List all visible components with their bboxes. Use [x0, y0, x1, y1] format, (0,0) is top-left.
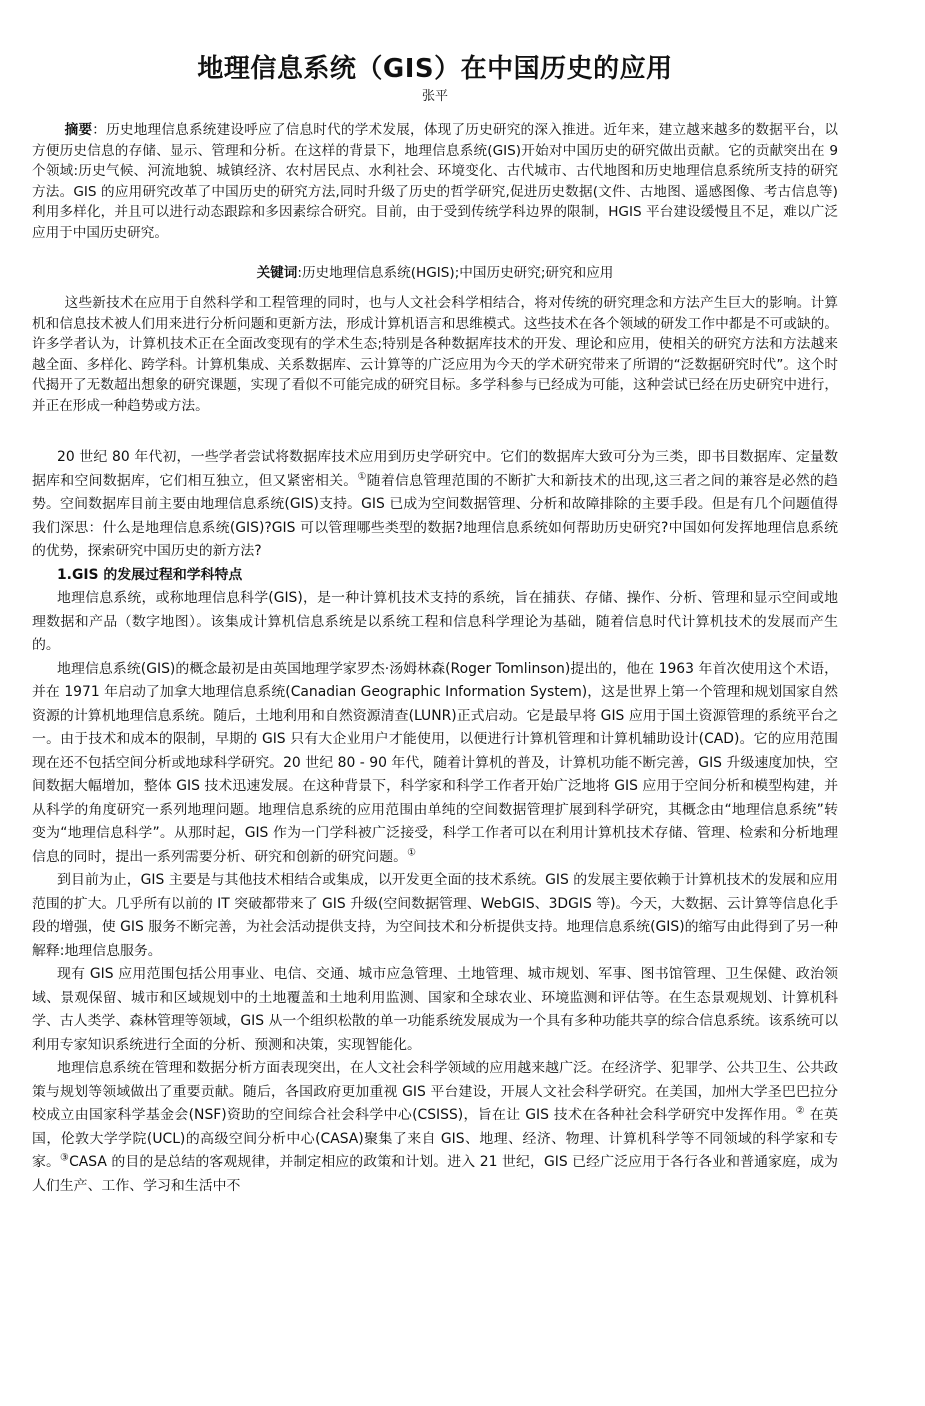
author-name: 张平 [421, 89, 448, 104]
abstract-colon: ： [92, 122, 107, 138]
keywords-label: 关键词 [256, 265, 298, 281]
footnote-marker[interactable]: ② [795, 1105, 806, 1117]
page-title: 地理信息系统（GIS）在中国历史的应用 [197, 54, 673, 84]
body-paragraph-5: 现有 GIS 应用范围包括公用事业、电信、交通、城市应急管理、土地管理、城市规划、军事、图书馆管理、卫生保健、政治领域、景观保留、城市和区域规划中的土地覆盖和土地利用监测、国家和全球农业、环境监测和评估等。在生态景观规划、计算机科学、古人类学、森林管理等领域，GIS 从一个组织松散的单一功能系统发展成为一个具有多种功能共享的综合信息系统。该系统可以利用专家知识系统进行全面的分析、预测和决策，实现智能化。 [32, 966, 838, 1053]
body-paragraph-6 [32, 1057, 838, 1198]
document-page [32, 50, 838, 1198]
body-paragraph-4: 到目前为止，GIS 主要是与其他技术相结合或集成，以开发更全面的技术系统。GIS 的发展主要依赖于计算机技术的发展和应用范围的扩大。几乎所有以前的 IT 突破都带来了 GIS 升级(空间数据管理、WebGIS、3DGIS 等)。今天，大数据、云计算等信息化手段的增强，使 GIS 服务不断完善，为社会活动提供支持，为空间技术和分析提供支持。地理信息系统(GIS)的缩写由此得到了另一种解释:地理信息服务。 [32, 872, 838, 959]
section-heading-1: 1.GIS 的发展过程和学科特点 [57, 566, 243, 583]
abstract-label: 摘要 [64, 122, 93, 138]
paragraph-text: 地理信息系统在管理和数据分析方面表现突出，在人文社会科学领域的应用越来越广泛。在经济学、犯罪学、公共卫生、公共政策与规划等领域做出了重要贡献。随后，各国政府更加重视 GIS 平台建设，开展人文社会科学研究。在美国，加州大学圣巴巴拉分校成立由国家科学基金会(NSF)资助的空间综合社会科学中心(CSISS)，旨在让 GIS 技术在各种社会科学研究中发挥作用。 [32, 1060, 838, 1123]
body-paragraph-1 [32, 446, 838, 564]
footnote-marker[interactable]: ③ [60, 1152, 70, 1164]
paragraph-text: 地理信息系统(GIS)的概念最初是由英国地理学家罗杰·汤姆林森(Roger Tomlinson)提出的，他在 1963 年首次使用这个术语，并在 1971 年启动了加拿大地理信息系统(Canadian Geographic Information System)，这是世界上第一个管理和规划国家自然资源的计算机地理信息系统。随后，土地利用和自然资源清查(LUNR)正式启动。它是最早将 GIS 应用于国土资源管理的系统平台之一。由于技术和成本的限制，早期的 GIS 只有大企业用户才能使用，以便进行计算机管理和计算机辅助设计(CAD)。它的应用范围现在还不包括空间分析或地球科学研究。20 世纪 80 - 90 年代，随着计算机的普及，计算机功能不断完善，GIS 升级速度加快，空间数据大幅增加，整体 GIS 技术迅速发展。在这种背景下，科学家和科学工作者开始广泛地将 GIS 应用于空间分析和模型构建，并从科学的角度研究一系列地理问题。地理信息系统的应用范围由单纯的空间数据管理扩展到科学研究，其概念由“地理信息系统”转变为“地理信息科学”。从那时起，GIS 作为一门学科被广泛接受，科学工作者可以在利用计算机技术存储、管理、检索和分析地理信息的同时，提出一系列需要分析、研究和创新的研究问题。 [32, 660, 838, 865]
keywords-line [32, 263, 838, 283]
abstract-paragraph [32, 120, 838, 243]
paragraph-text: 随着信息管理范围的不断扩大和新技术的出现,这三者之间的兼容是必然的趋势。空间数据库目前主要由地理信息系统(GIS)支持。GIS 已成为空间数据管理、分析和故障排除的主要手段。但是有几个问题值得我们深思：什么是地理信息系统(GIS)?GIS 可以管理哪些类型的数据?地理信息系统如何帮助历史研究?中国如何发挥地理信息系统的优势，探索研究中国历史的新方法? [32, 472, 839, 559]
footnote-marker[interactable]: ① [407, 846, 417, 858]
body-paragraph-2: 地理信息系统，或称地理信息科学(GIS)，是一种计算机技术支持的系统，旨在捕获、存储、操作、分析、管理和显示空间或地理数据和产品（数字地图）。该集成计算机信息系统是以系统工程和信息科学理论为基础，随着信息时代计算机技术的发展而产生的。 [32, 590, 838, 653]
paragraph-text: 在英国，伦敦大学学院(UCL)的高级空间分析中心(CASA)聚集了来自 GIS、地理、经济、物理、计算机科学等不同领域的科学家和专家。 [32, 1107, 839, 1170]
footnote-marker[interactable]: ① [357, 470, 367, 482]
abstract-text: 历史地理信息系统建设呼应了信息时代的学术发展，体现了历史研究的深入推进。近年来，建立越来越多的数据平台，以方便历史信息的存储、显示、管理和分析。在这样的背景下，地理信息系统(GIS)开始对中国历史的研究做出贡献。它的贡献突出在 9 个领域:历史气候、河流地貌、城镇经济、农村居民点、水利社会、环境变化、古代城市、古代地图和历史地理信息系统所支持的研究方法。GIS 的应用研究改革了中国历史的研究方法,同时升级了历史的哲学研究,促进历史数据(文件、古地图、遥感图像、考古信息等)利用多样化，并且可以进行动态跟踪和多因素综合研究。目前，由于受到传统学科边界的限制，HGIS 平台建设缓慢且不足，难以广泛应用于中国历史研究。 [32, 122, 839, 241]
keywords-text: :历史地理信息系统(HGIS);中国历史研究;研究和应用 [297, 265, 614, 281]
intro-paragraph: 这些新技术在应用于自然科学和工程管理的同时，也与人文社会科学相结合，将对传统的研究理念和方法产生巨大的影响。计算机和信息技术被人们用来进行分析问题和更新方法，形成计算机语言和思维模式。这些技术在各个领域的研发工作中都是不可或缺的。许多学者认为，计算机技术正在全面改变现有的学术生态;特别是各种数据库技术的开发、理论和应用，使相关的研究方法和方法越来越全面、多样化、跨学科。计算机集成、关系数据库、云计算等的广泛应用为今天的学术研究带来了所谓的“泛数据研究时代”。这个时代揭开了无数超出想象的研究课题，实现了看似不可能完成的研究目标。多学科参与已经成为可能，这种尝试已经在历史研究中进行，并正在形成一种趋势或方法。 [32, 295, 838, 414]
paragraph-text: CASA 的目的是总结的客观规律，并制定相应的政策和计划。进入 21 世纪，GIS 已经广泛应用于各行各业和普通家庭，成为人们生产、工作、学习和生活中不 [32, 1154, 838, 1194]
body-paragraph-3 [32, 658, 838, 870]
paragraph-text: 20 世纪 80 年代初，一些学者尝试将数据库技术应用到历史学研究中。它们的数据库大致可分为三类，即书目数据库、定量数据库和空间数据库，它们相互独立，但又紧密相关。 [32, 449, 838, 489]
